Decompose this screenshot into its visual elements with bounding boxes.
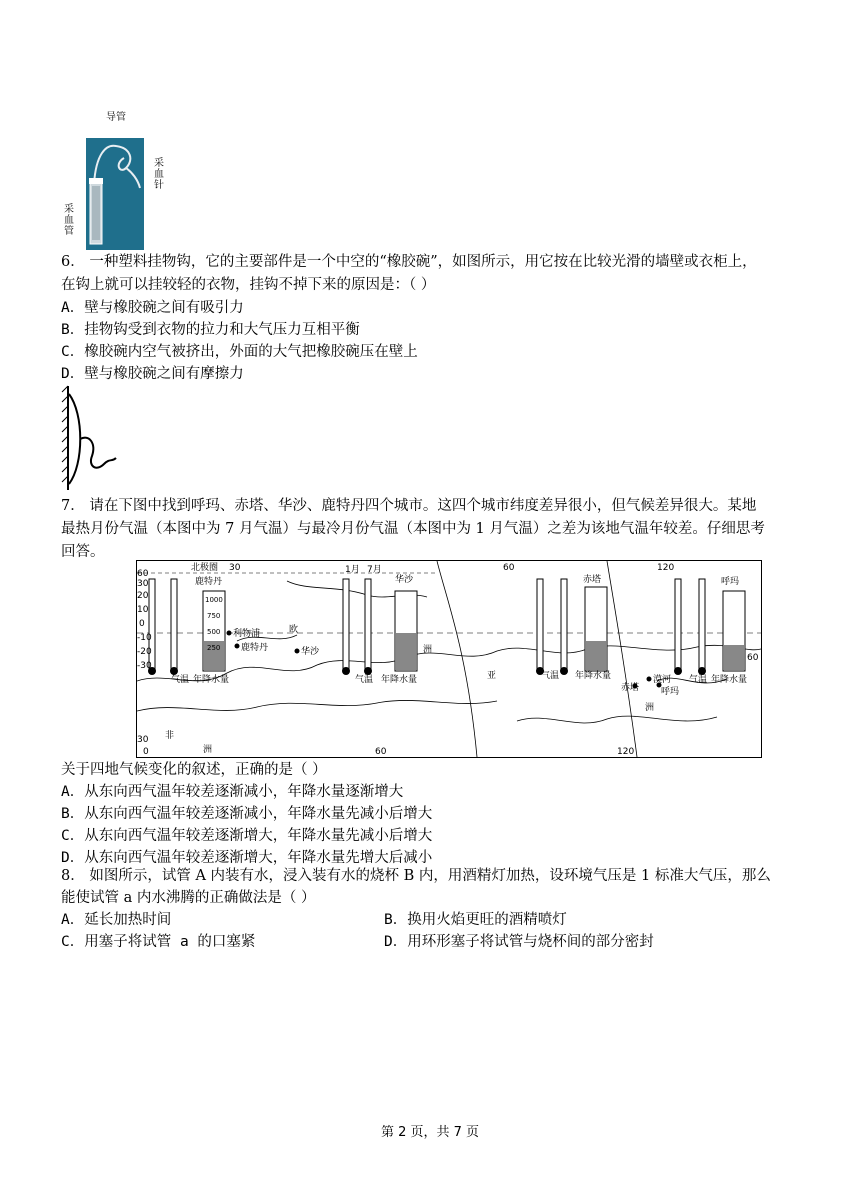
q6-option-b: B．挂物钩受到衣物的拉力和大气压力互相平衡: [61, 322, 360, 338]
label-vessel: 采 血 管: [64, 204, 74, 237]
city-label-huma: 呼玛: [721, 577, 740, 587]
q6-option-c: C．橡胶碗内空气被挤出，外面的大气把橡胶碗压在壁上: [61, 344, 418, 360]
q6-option-d: D．壁与橡胶碗之间有摩擦力: [61, 366, 244, 382]
caption-rain-2: 年降水量: [381, 675, 418, 685]
axis-label-60-right: 60: [747, 653, 759, 663]
q7-option-d: D．从东向西气温年较差逐渐增大，年降水量先增大后减小: [61, 850, 433, 866]
temp-tick-0: 0: [139, 619, 145, 629]
temp-tick-30: 30: [137, 579, 149, 589]
city-label-warsaw: 华沙: [395, 575, 414, 585]
rain-tick-1000: 1000: [205, 596, 223, 604]
place-europe-2: 洲: [423, 645, 433, 655]
axis-label-30-left: 30: [137, 735, 149, 745]
hook-figure: [60, 384, 124, 494]
place-asia: 亚: [487, 671, 497, 681]
place-chita: 赤塔: [621, 683, 640, 693]
place-huma: 呼玛: [661, 687, 680, 697]
q7-question: 关于四地气候变化的叙述，正确的是（ ）: [61, 762, 327, 778]
q6-stem-line1: 6． 一种塑料挂物钩，它的主要部件是一个中空的“橡胶碗”，如图所示，用它按在比较光滑的墙壁或衣柜上，: [61, 254, 757, 270]
q6-option-a: A．壁与橡胶碗之间有吸引力: [61, 300, 244, 316]
caption-temp-3: 气温: [541, 671, 560, 681]
axis-label-120-bottom: 120: [617, 747, 635, 757]
q8-option-c: C．用塞子将试管 a 的口塞紧: [61, 934, 256, 950]
rain-tick-500: 500: [207, 628, 221, 636]
caption-temp-4: 气温: [689, 675, 708, 685]
caption-rain-3: 年降水量: [575, 671, 612, 681]
temp-tick-minus20: -20: [137, 647, 152, 657]
blood-device-drawing: [86, 124, 156, 250]
label-arctic-circle: 北极圈: [191, 563, 219, 573]
city-label-rotterdam: 鹿特丹: [195, 577, 223, 587]
q8-option-a: A．延长加热时间: [61, 912, 172, 928]
q8-option-b: B．换用火焰更旺的酒精喷灯: [384, 912, 567, 928]
label-lon-120-top: 120: [657, 563, 675, 573]
place-rotterdam: 鹿特丹: [241, 643, 269, 653]
label-jul-1: 7月: [367, 565, 382, 575]
place-africa-2: 洲: [203, 745, 213, 755]
q8-option-d: D．用环形塞子将试管与烧杯间的部分密封: [384, 934, 654, 950]
q7-stem-line1: 7． 请在下图中找到呼玛、赤塔、华沙、鹿特丹四个城市。这四个城市纬度差异很小，但气候差异很大。某地: [61, 498, 757, 514]
caption-temp-1: 气温: [171, 675, 190, 685]
place-liverpool: 利物浦: [233, 629, 261, 639]
label-lon-60-top: 60: [503, 563, 515, 573]
label-tube: 导管: [106, 112, 126, 123]
q8-stem-line1: 8． 如图所示，试管 A 内装有水，浸入装有水的烧杯 B 内，用酒精灯加热，设环境气压是 1 标准大气压，那么: [61, 868, 771, 884]
caption-rain-1: 年降水量: [193, 675, 230, 685]
blood-collection-figure: [62, 110, 162, 250]
q8-stem-line2: 能使试管 a 内水沸腾的正确做法是（ ）: [61, 890, 316, 906]
temp-tick-minus30: -30: [137, 661, 152, 671]
rain-tick-250: 250: [207, 644, 221, 652]
place-warsaw: 华沙: [301, 647, 320, 657]
place-asia-2: 洲: [645, 703, 655, 713]
q7-option-c: C．从东向西气温年较差逐渐增大，年降水量先减小后增大: [61, 828, 433, 844]
place-mohe: 漠河: [653, 675, 672, 685]
axis-label-60-left: 60: [137, 569, 149, 579]
q6-stem-line2: 在钩上就可以挂较轻的衣物，挂钩不掉下来的原因是：（ ）: [61, 277, 436, 293]
map-drawing: [137, 561, 761, 757]
label-needle: 采 血 针: [154, 158, 164, 191]
place-africa-1: 非: [165, 731, 175, 741]
page-footer: 第 2 页，共 7 页: [380, 1125, 480, 1140]
rain-tick-750: 750: [207, 612, 221, 620]
caption-rain-4: 年降水量: [711, 675, 748, 685]
label-jan-1: 1月: [345, 565, 360, 575]
place-europe-1: 欧: [289, 625, 299, 635]
temp-tick-10: 10: [137, 605, 149, 615]
q7-stem-line3: 回答。: [61, 544, 105, 560]
q7-stem-line2: 最热月份气温（本图中为 7 月气温）与最冷月份气温（本图中为 1 月气温）之差为该地气温年较差。仔细思考: [61, 521, 765, 537]
city-label-chita: 赤塔: [583, 575, 602, 585]
climate-map: [136, 560, 762, 758]
temp-tick-minus10: -10: [137, 633, 152, 643]
caption-temp-2: 气温: [355, 675, 374, 685]
temp-tick-20: 20: [137, 591, 149, 601]
q7-option-a: A．从东向西气温年较差逐渐减小，年降水量逐渐增大: [61, 784, 404, 800]
q7-option-b: B．从东向西气温年较差逐渐减小，年降水量先减小后增大: [61, 806, 433, 822]
label-lat-30: 30: [229, 563, 241, 573]
axis-label-60-bottom: 60: [375, 747, 387, 757]
axis-label-0-bottom: 0: [143, 747, 149, 757]
